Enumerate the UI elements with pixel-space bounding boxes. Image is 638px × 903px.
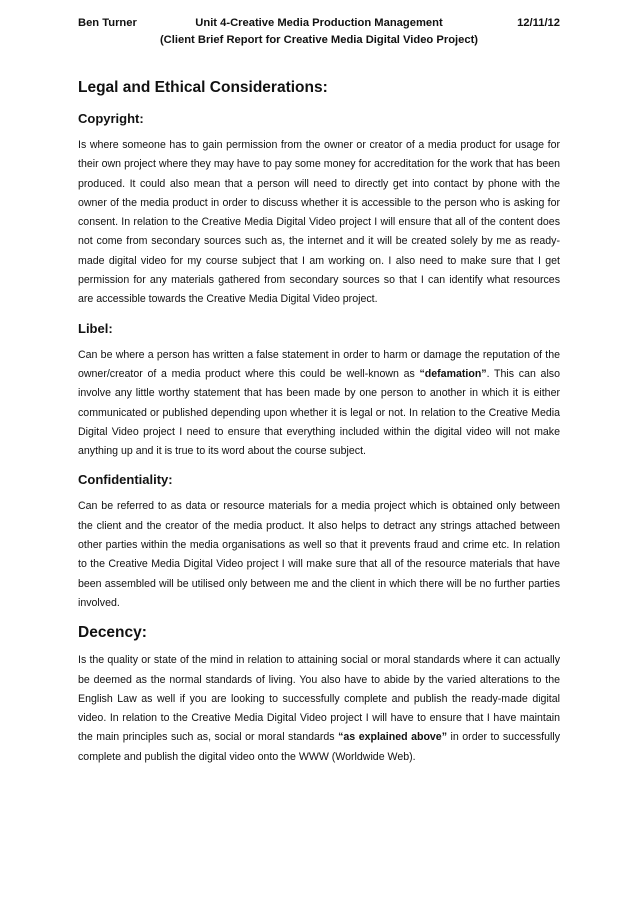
section-paragraph <box>78 651 560 767</box>
paragraph-text: . This can also involve any little worthy statement that has been made by one person to another in which it is either communicated or published depending upon whether it is legal or not. In relation to the Creative Media Digital Video project I need to ensure that everything included within the digital video will not make anything up and it is true to its word about the course subject. <box>78 367 560 458</box>
header-author: Ben Turner <box>78 17 137 29</box>
paragraph-text: in order to successfully complete and publish the digital video onto the WWW (Worldwide Web). <box>78 731 560 763</box>
section-heading: Copyright: <box>78 111 144 126</box>
section-heading: Libel: <box>78 320 113 336</box>
section-heading: Confidentiality: <box>78 472 173 488</box>
header-date: 12/11/12 <box>517 17 560 29</box>
emphasis-text: “defamation” <box>419 367 487 380</box>
page-title: Legal and Ethical Considerations: <box>78 79 328 96</box>
section-paragraph: Can be referred to as data or resource materials for a media project which is obtained only between the client and the creator of the media product. It also helps to detract any strings attached between other parties within the media organisations as well so that it prevents fraud and crime etc. In relation to the Creative Media Digital Video project I will make sure that all of the resource materials that have been assembled will be utilised only between me and the client in which there will be no further parties involved. <box>78 500 560 609</box>
section-paragraph <box>78 346 560 462</box>
section-heading: Decency: <box>78 624 147 642</box>
section-decency <box>78 623 560 767</box>
section-libel <box>78 320 560 462</box>
section-copyright <box>78 110 560 310</box>
emphasis-text: “as explained above” <box>338 731 448 744</box>
paragraph-text: Is the quality or state of the mind in relation to attaining social or moral standards where it can actually be deemed as the normal standards of living. You also have to abide by the varied alterations to the English Law as well if you are looking to successfully complete and publish the ready-made digital video. In relation to the Creative Media Digital Video project I will have to ensure that I have maintain the main principles such as, social or moral standards <box>78 654 560 744</box>
paragraph-text: Can be where a person has written a false statement in order to harm or damage the reputation of the owner/creator of a media product where this could be well-known as <box>78 348 560 380</box>
section-confidentiality <box>78 471 560 613</box>
section-paragraph: Is where someone has to gain permission from the owner or creator of a media product for usage for their own project where they may have to pay some money for accreditation for the work that has been produced. It could also mean that a person will need to directly get into contact by phone with the owner of the media product in order to discuss whether it is accessible to the person who is asking for consent. In relation to the Creative Media Digital Video project I will ensure that all of the content does not come from secondary sources such as, the internet and it will be created solely by me as ready-made digital video for my course subject that I am working on. I also need to make sure that I get permission for any materials gathered from secondary sources so that I can identify what resources are accessible towards the Creative Media Digital Video project. <box>78 139 560 306</box>
header-title: Unit 4-Creative Media Production Management <box>195 17 443 29</box>
header-subtitle: (Client Brief Report for Creative Media Digital Video Project) <box>159 34 479 46</box>
document-body <box>78 78 560 777</box>
